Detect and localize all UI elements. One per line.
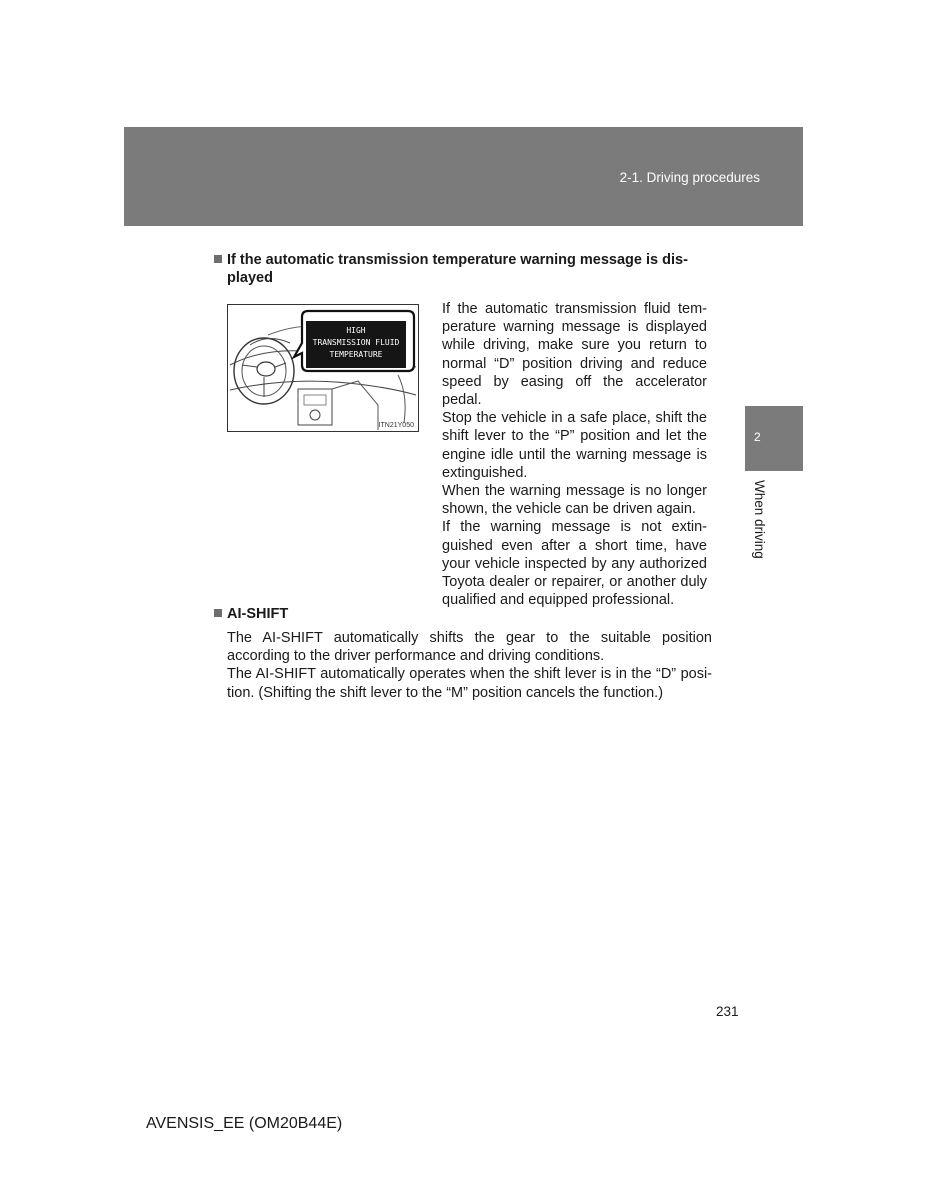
figure-code: ITN21Y050: [378, 422, 414, 429]
heading-line-2: played: [227, 270, 273, 286]
section-heading-ai-shift: [214, 605, 712, 623]
warning-display: [306, 325, 406, 361]
dashboard-drawing: [228, 305, 418, 431]
paragraph: The AI-SHIFT automatically operates when the shift lever is in the “D” posi-tion. (Shifting the shift lever to the “M” position cancels the function.): [227, 666, 712, 701]
paragraph: If the warning message is not extin-guished even after a short time, have your vehicle inspected by any authorized Toyota dealer or repairer, or another duly qualified and equipped professional.: [442, 519, 707, 609]
bullet-square-icon: [214, 255, 222, 263]
model-code: AVENSIS_EE (OM20B44E): [146, 1115, 343, 1132]
heading-text: AI-SHIFT: [227, 606, 289, 622]
paragraph: Stop the vehicle in a safe place, shift the shift lever to the “P” position and let the engine idle until the warning message is extinguished.: [442, 410, 707, 481]
dashboard-illustration: [227, 304, 419, 432]
page-number: 231: [716, 1004, 739, 1019]
heading-line-1: If the automatic transmission temperature warning message is dis-: [227, 252, 688, 268]
paragraph: The AI-SHIFT automatically shifts the gear to the suitable position according to the driver performance and driving conditions.: [227, 630, 712, 665]
display-line-1: HIGH: [346, 326, 366, 335]
chapter-tab: [745, 406, 803, 471]
ai-shift-text: [227, 629, 712, 702]
paragraph: When the warning message is no longer shown, the vehicle can be driven again.: [442, 483, 707, 518]
display-line-2: TRANSMISSION FLUID: [312, 338, 400, 347]
section-title: 2-1. Driving procedures: [619, 170, 760, 185]
display-line-3: TEMPERATURE: [329, 350, 383, 359]
bullet-square-icon: [214, 609, 222, 617]
header-band: [124, 127, 803, 226]
paragraph: If the automatic transmission fluid tem-perature warning message is displayed while driving, make sure you return to normal “D” position driving and reduce speed by easing off the accelerator pedal.: [442, 301, 707, 409]
section-heading-transmission: [214, 251, 712, 287]
chapter-label: When driving: [752, 480, 767, 559]
chapter-number: 2: [754, 430, 761, 444]
transmission-warning-text: [442, 300, 707, 609]
